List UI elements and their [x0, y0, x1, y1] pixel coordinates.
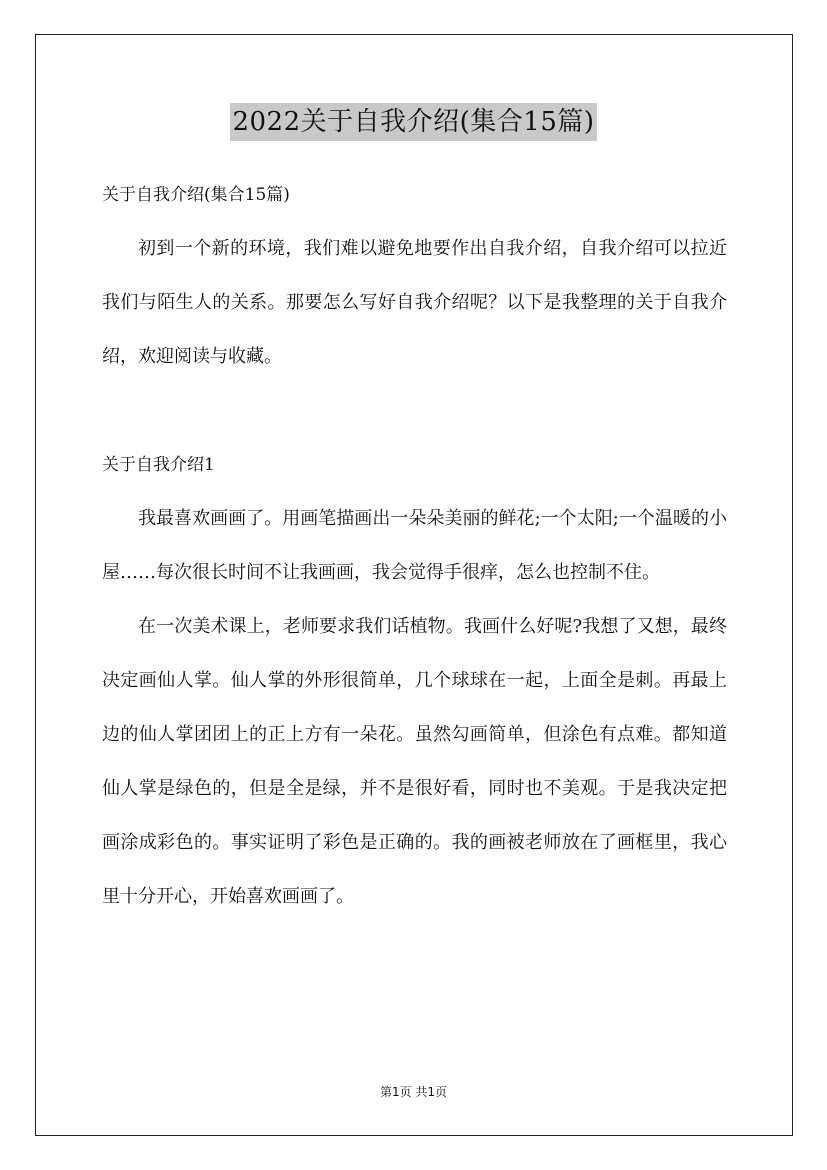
- document-body: [102, 168, 727, 924]
- page-footer: 第1页 共1页: [379, 1085, 448, 1099]
- title-container: [0, 103, 827, 141]
- body-paragraph: 在一次美术课上，老师要求我们话植物。我画什么好呢?我想了又想，最终决定画仙人掌。仙人掌的外形很简单，几个球球在一起，上面全是刺。再最上边的仙人掌团团上的正上方有一朵花。虽然勾画简单，但涂色有点难。都知道仙人掌是绿色的，但是全是绿，并不是很好看，同时也不美观。于是我决定把画涂成彩色的。事实证明了彩色是正确的。我的画被老师放在了画框里，我心里十分开心，开始喜欢画画了。: [102, 616, 727, 907]
- document-title: 2022关于自我介绍(集合15篇): [230, 103, 596, 141]
- blank-line: [102, 384, 727, 438]
- intro-paragraph: 初到一个新的环境，我们难以避免地要作出自我介绍，自我介绍可以拉近我们与陌生人的关系。那要怎么写好自我介绍呢？以下是我整理的关于自我介绍，欢迎阅读与收藏。: [102, 238, 727, 367]
- body-paragraph: 我最喜欢画画了。用画笔描画出一朵朵美丽的鲜花;一个太阳;一个温暖的小屋……每次很长时间不让我画画，我会觉得手很痒，怎么也控制不住。: [102, 508, 727, 583]
- document-subtitle: 关于自我介绍(集合15篇): [102, 185, 290, 205]
- section-heading: 关于自我介绍1: [102, 455, 215, 475]
